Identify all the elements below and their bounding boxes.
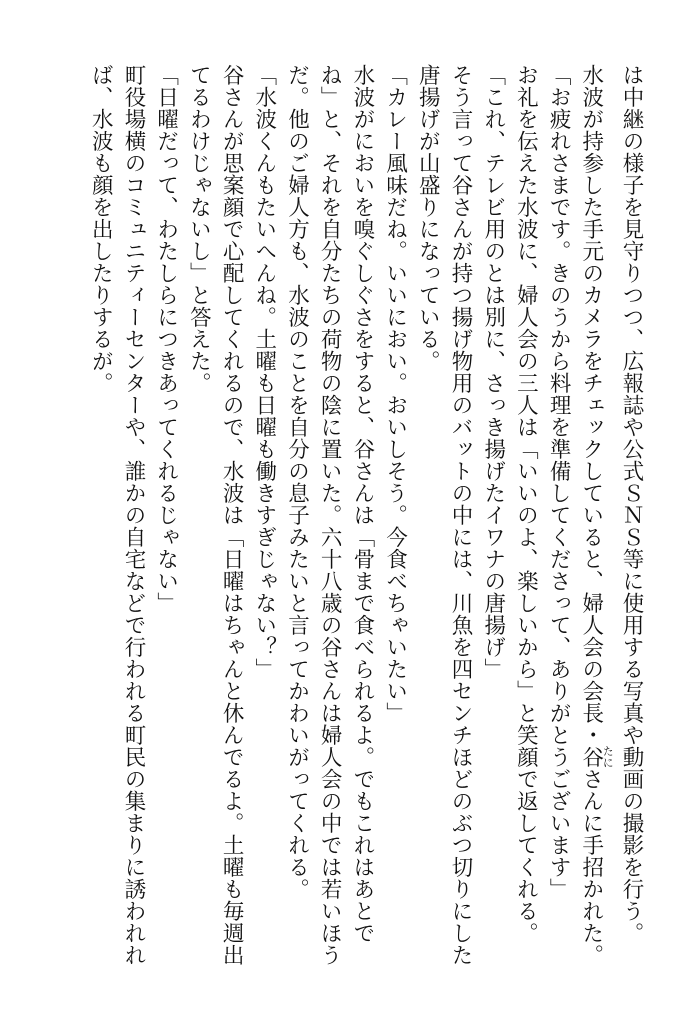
text-line-8: 「カレー風味だね。いいにおい。おいしそう。今食べちゃいたい」 [382,64,408,724]
text-line-15: 「日曜だって、わたしらにつきあってくれるじゃない」 [153,64,179,614]
furigana-tani: 谷たに [578,745,615,769]
text-line-4: お礼を伝えた水波に、婦人会の三人は「いいのよ、楽しいから」と笑顔で返してくれる。 [513,64,539,944]
text-line-6: そう言って谷さんが持つ揚げ物用のバットの中には、川魚を四センチほどのぶつ切りにした [447,64,473,966]
text-line-2-after: さんに手招かれた。 [578,768,604,966]
text-line-13: 谷さんが思案顔で心配してくれるので、水波は「日曜はちゃんと休んでるよ。土曜も毎週出 [219,64,245,966]
text-line-2-before: 水波が持参した手元のカメラをチェックしていると、婦人会の会長・ [578,64,604,746]
text-line-14: てるわけじゃないし」と答えた。 [186,64,212,394]
vertical-text-body [84,64,647,964]
text-line-2 [574,64,614,964]
text-line-5: 「これ、テレビ用のとは別に、さっき揚げたイワナの唐揚げ」 [480,64,506,680]
text-line-7: 唐揚げが山盛りになっている。 [415,64,441,372]
text-line-16: 町役場横のコミュニティーセンターや、誰かの自宅などで行われる町民の集まりに誘われれ [120,64,146,966]
text-line-10: ね」と、それを自分たちの荷物の陰に置いた。六十八歳の谷さんは婦人会の中では若いほう [317,64,343,966]
text-line-17: ば、水波も顔を出したりするが。 [88,64,114,394]
text-line-11: だ。他のご婦人方も、水波のことを自分の息子みたいと言ってかわいがってくれる。 [284,64,310,900]
text-line-9: 水波がにおいを嗅ぐしぐさをすると、谷さんは「骨まで食べられるよ。でもこれはあとで [349,64,375,944]
text-line-1: は中継の様子を見守りつつ、広報誌や公式ＳＮＳ等に使用する写真や動画の撮影を行う。 [619,64,644,944]
text-line-3: 「お疲れさまです。きのうから料理を準備してくださって、ありがとうございます」 [546,64,572,900]
text-line-12: 「水波くんもたいへんね。土曜も日曜も働きすぎじゃない？」 [251,64,277,680]
